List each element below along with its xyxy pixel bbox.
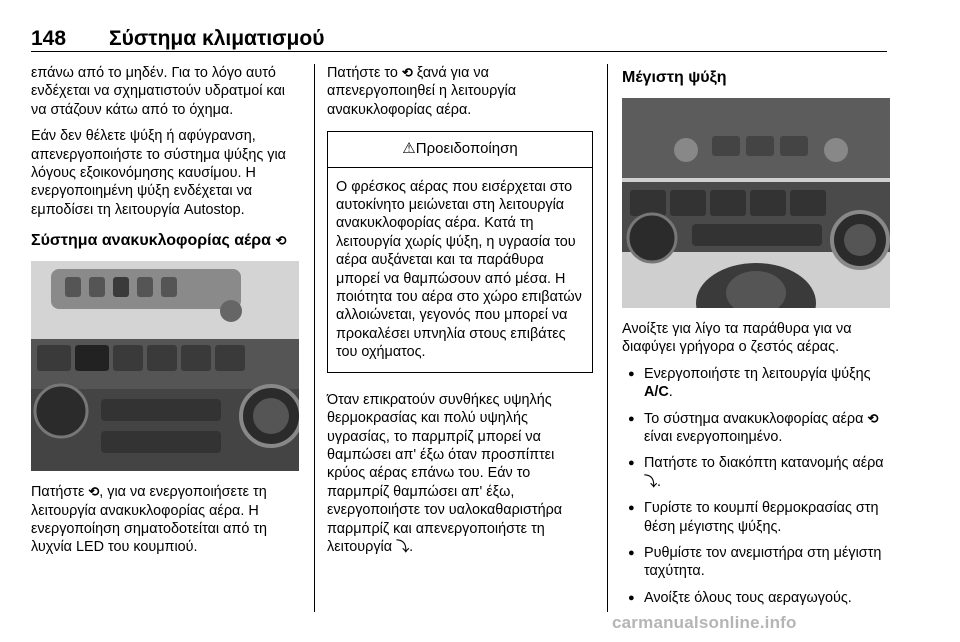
recirculation-icon: ⟲ [867, 410, 879, 426]
section-heading: Μέγιστη ψύξη [622, 69, 727, 86]
page-number: 148 [31, 27, 67, 50]
list-item: ● Πατήστε το διακόπτη κατανομής αέρα ⤵. [622, 454, 888, 491]
column-left [31, 64, 301, 565]
paragraph: Εάν δεν θέλετε ψύξη ή αφύγρανση, απενεργοποιήστε το σύστημα ψύξης για λόγους εξοικονόμησης καυσίμου. Η ενεργοποιημένη ψύξη ενδέχεται να εμποδίσει τη λειτουργία Autostop. [31, 128, 286, 218]
warning-triangle-icon: ⚠ [402, 140, 416, 158]
list-item: ● Ενεργοποιήστε τη λειτουργία ψύξης A/C. [622, 365, 888, 402]
column-divider [607, 64, 608, 612]
list-item: ● Γυρίστε το κουμπί θερμοκρασίας στη θέση μέγιστης ψύξης. [622, 499, 888, 536]
steps-list [622, 365, 888, 607]
warning-text: Ο φρέσκος αέρας που εισέρχεται στο αυτοκίνητο μειώνεται στη λειτουργία ανακυκλοφορίας αέρα. Κατά τη λειτουργία χωρίς ψύξη, η υγρασία του αέρα αυξάνεται και τα παράθυρα μπορεί να θαμπώσουν από μέσα. Η ποιότητα του αέρα στο χώρο επιβατών αλλοιώνεται, γεγονός που μπορεί να προκαλέσει υπνηλία στους επιβάτες του οχήματος. [336, 178, 582, 361]
page-title: Σύστημα κλιματισμού [109, 27, 325, 50]
column-divider [314, 64, 315, 612]
recirculation-icon: ⟲ [88, 484, 100, 500]
recirculation-icon: ⟲ [401, 65, 413, 80]
air-distribution-icon: ⤵ [644, 473, 658, 489]
column-right [622, 64, 888, 615]
climate-panel-illustration [31, 261, 299, 471]
paragraph: Πατήστε ⟲, για να ενεργοποιήσετε τη λειτουργία ανακυκλοφορίας αέρα. Η ενεργοποίηση σηματοδοτείται από τη λυχνία LED του κουμπιού. [31, 484, 268, 556]
paragraph: Πατήστε το ⟲ ξανά για να απενεργοποιηθεί η λειτουργία ανακυκλοφορίας αέρα. [327, 65, 517, 118]
column-middle [327, 64, 593, 564]
page-header [31, 22, 887, 52]
warning-box [327, 131, 593, 372]
section-heading: Σύστημα ανακυκλοφορίας αέρα ⟲ [31, 232, 287, 250]
recirculation-icon: ⟲ [275, 233, 287, 249]
list-item: ● Ανοίξτε όλους τους αεραγωγούς. [622, 589, 888, 607]
watermark: carmanualsonline.info [612, 613, 797, 632]
climate-panel-photo-max-cooling [622, 98, 890, 308]
paragraph: επάνω από το μηδέν. Για το λόγο αυτό ενδέχεται να σχηματιστούν υδρατμοί και να στάζουν κάτω από το όχημα. [31, 65, 285, 118]
paragraph: Ανοίξτε για λίγο τα παράθυρα για να διαφύγει γρήγορα ο ζεστός αέρας. [622, 321, 852, 356]
paragraph: Όταν επικρατούν συνθήκες υψηλής θερμοκρασίας και πολύ υψηλής υγρασίας, το παρμπρίζ μπορεί να θαμπώσει απ' έξω όταν προσπίπτει κρύος αέρας επάνω του. Εάν το παρμπρίζ θαμπώσει απ' έξω, ενεργοποιήστε τον υαλοκαθαριστήρα παρμπρίζ και απενεργοποιήστε τη λειτουργία ⤵. [327, 391, 563, 555]
air-distribution-icon: ⤵ [396, 538, 410, 554]
list-item: ● Το σύστημα ανακυκλοφορίας αέρα ⟲ είναι ενεργοποιημένο. [622, 410, 888, 447]
list-item: ● Ρυθμίστε τον ανεμιστήρα στη μέγιστη ταχύτητα. [622, 544, 888, 581]
warning-header: ⚠Προειδοποίηση [328, 132, 592, 167]
climate-panel-photo-recirculation [31, 261, 299, 471]
climate-panel-illustration [622, 98, 890, 308]
